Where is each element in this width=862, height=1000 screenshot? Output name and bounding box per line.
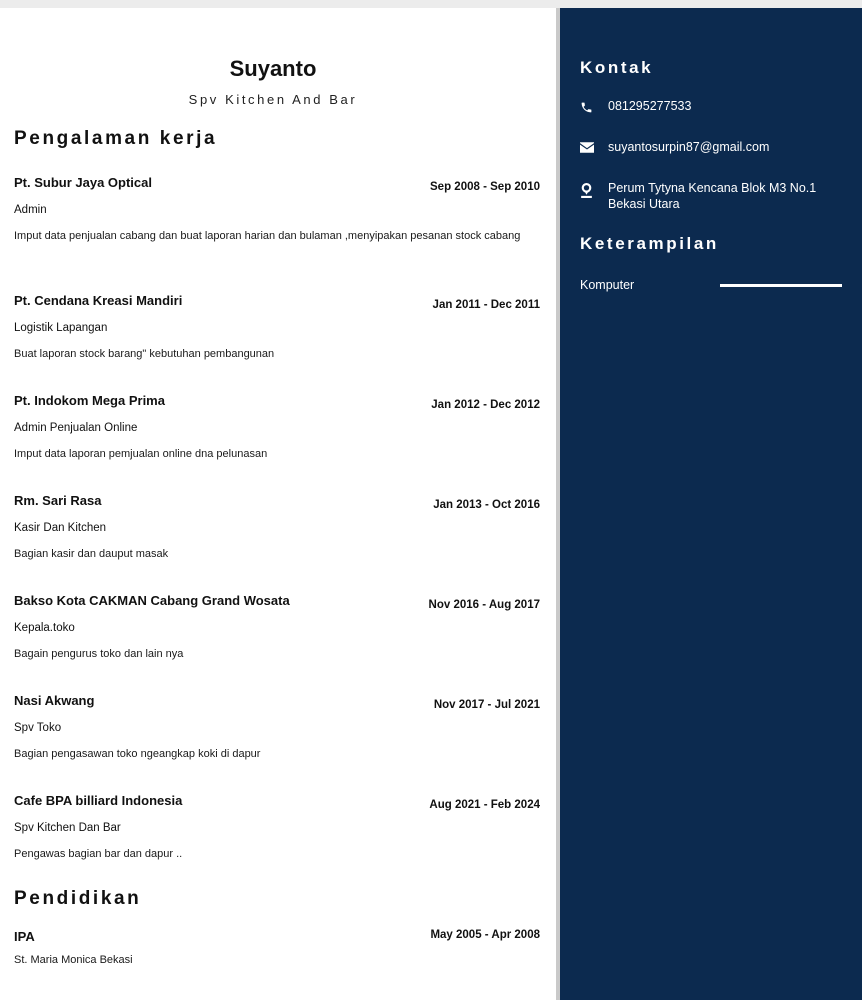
main-column — [0, 8, 556, 1000]
experience-item — [14, 493, 540, 563]
skill-item — [580, 276, 842, 294]
date-range: Jan 2013 - Oct 2016 — [433, 499, 540, 511]
job-description: Imput data penjualan cabang dan buat laporan harian dan bulaman ,menyipakan pesanan stock cabang — [14, 230, 521, 242]
experience-item — [14, 793, 540, 863]
experience-item — [14, 175, 540, 245]
date-range: Aug 2021 - Feb 2024 — [429, 799, 540, 811]
sidebar — [560, 8, 862, 1000]
address-text: Perum Tytyna Kencana Blok M3 No.1 Bekasi Utara — [608, 181, 817, 211]
company-name: Cafe BPA billiard Indonesia — [14, 793, 183, 808]
skills-section-title: Keterampilan — [580, 234, 719, 253]
job-description: Pengawas bagian bar dan dapur .. — [14, 848, 183, 860]
contact-section-title: Kontak — [580, 58, 654, 77]
contact-address — [580, 180, 850, 212]
experience-item — [14, 593, 540, 663]
school-name: St. Maria Monica Bekasi — [14, 954, 133, 966]
person-name: Suyanto — [229, 56, 317, 81]
date-range: Sep 2008 - Sep 2010 — [430, 181, 540, 193]
company-name: Pt. Cendana Kreasi Mandiri — [14, 293, 183, 308]
skill-level-bar — [720, 284, 842, 287]
education-section-title: Pendidikan — [14, 888, 142, 909]
job-description: Bagain pengurus toko dan lain nya — [14, 648, 184, 660]
person-role: Spv Kitchen And Bar — [188, 92, 358, 107]
contact-phone — [580, 98, 850, 114]
company-name: Pt. Subur Jaya Optical — [14, 175, 152, 190]
location-pin-icon — [580, 180, 608, 212]
phone-number: 081295277533 — [608, 99, 692, 113]
job-description: Bagian pengasawan toko ngeangkap koki di dapur — [14, 748, 261, 760]
job-position: Admin — [14, 204, 47, 216]
experience-item — [14, 293, 540, 363]
experience-item — [14, 693, 540, 763]
education-field: IPA — [14, 929, 35, 944]
date-range: Jan 2012 - Dec 2012 — [431, 399, 540, 411]
job-position: Admin Penjualan Online — [14, 422, 138, 434]
company-name: Nasi Akwang — [14, 693, 95, 708]
job-position: Spv Kitchen Dan Bar — [14, 822, 121, 834]
contact-email — [580, 139, 850, 155]
job-position: Spv Toko — [14, 722, 62, 734]
job-description: Bagian kasir dan dauput masak — [14, 548, 169, 560]
education-item — [14, 929, 540, 969]
date-range: Nov 2017 - Jul 2021 — [433, 699, 540, 711]
job-position: Kasir Dan Kitchen — [14, 522, 107, 534]
job-description: Buat laporan stock barang" kebutuhan pembangunan — [14, 348, 275, 360]
resume-page — [0, 8, 862, 1000]
skill-name: Komputer — [580, 278, 635, 292]
email-address: suyantosurpin87@gmail.com — [608, 140, 770, 154]
company-name: Bakso Kota CAKMAN Cabang Grand Wosata — [14, 593, 290, 608]
company-name: Pt. Indokom Mega Prima — [14, 393, 165, 408]
experience-section-title: Pengalaman kerja — [14, 128, 218, 149]
job-position: Kepala.toko — [14, 622, 75, 634]
company-name: Rm. Sari Rasa — [14, 493, 102, 508]
envelope-icon — [580, 139, 608, 155]
experience-item — [14, 393, 540, 463]
job-description: Imput data laporan pemjualan online dna pelunasan — [14, 448, 268, 460]
date-range: Nov 2016 - Aug 2017 — [428, 599, 540, 611]
date-range: Jan 2011 - Dec 2011 — [432, 299, 540, 311]
phone-icon — [580, 98, 608, 114]
date-range: May 2005 - Apr 2008 — [430, 929, 540, 941]
job-position: Logistik Lapangan — [14, 322, 108, 334]
